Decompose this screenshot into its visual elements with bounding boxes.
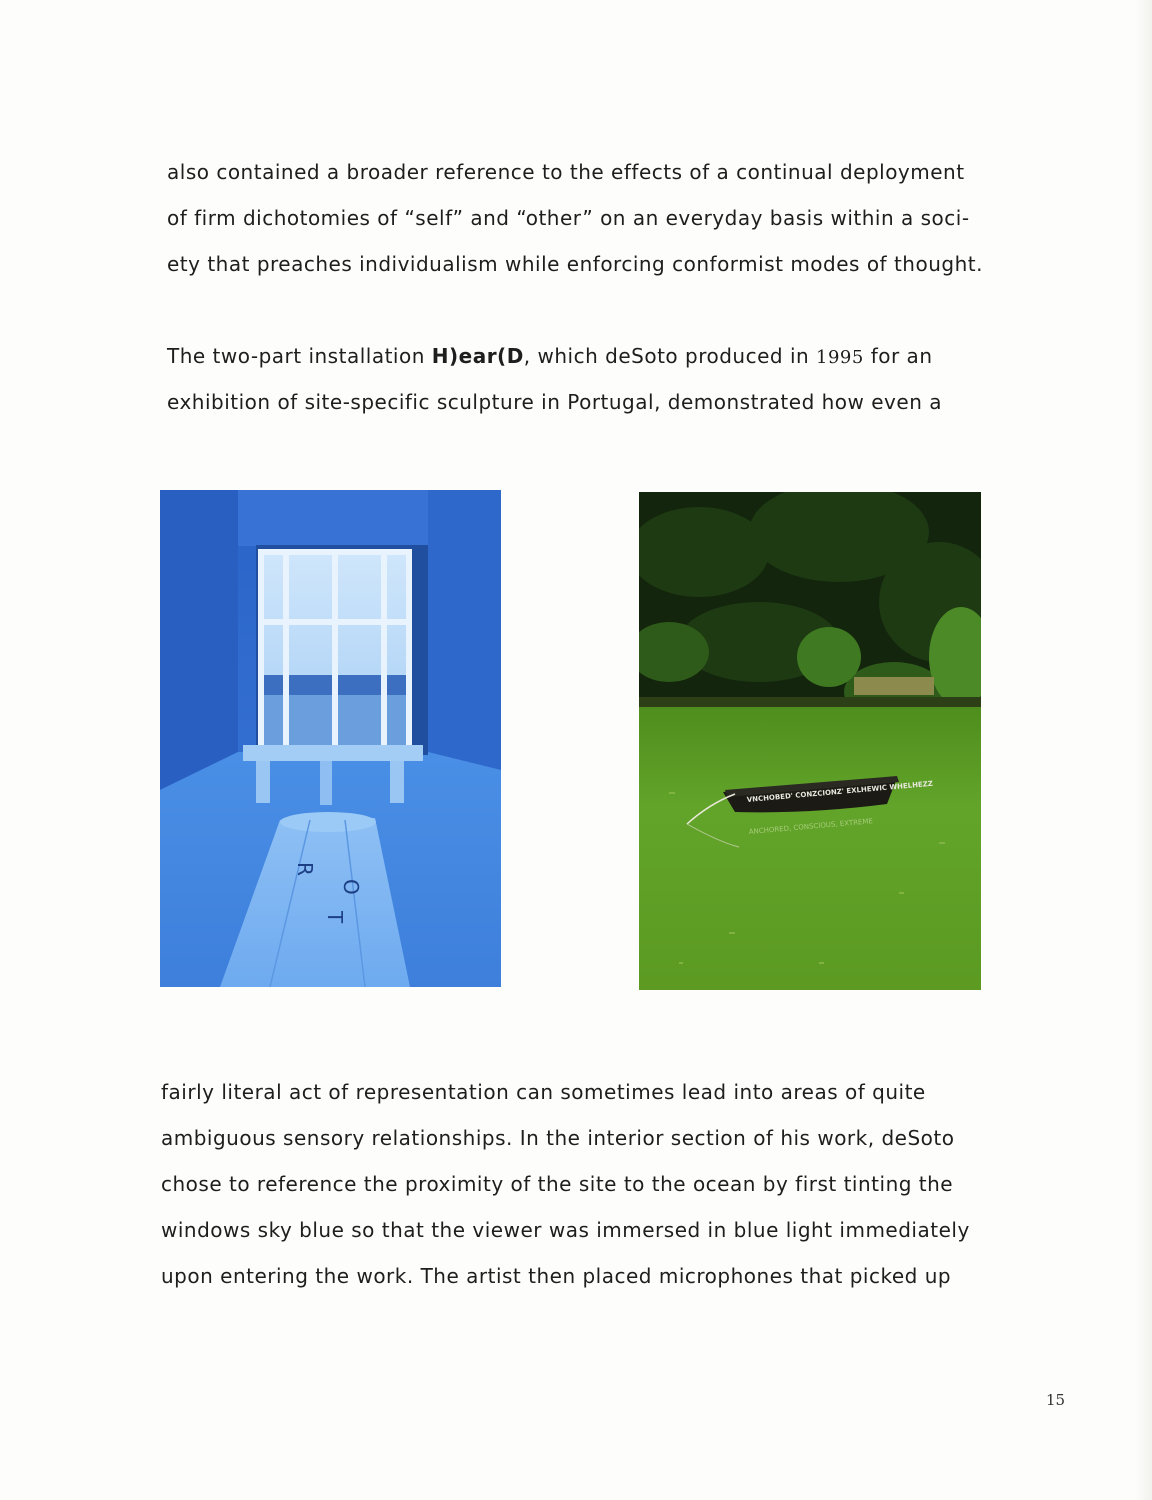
text-line: chose to reference the proximity of the site to the ocean by first tinting the [161,1172,954,1196]
text-line: also contained a broader reference to the effects of a continual deployment [167,160,965,184]
boat-text: VNCHOBED' CONZCIONZ' EXLHEWIC WHELHEZZ [746,779,934,804]
text-segment: , which deSoto produced in [523,344,817,368]
page-number: 15 [1046,1391,1066,1409]
text-line: ety that preaches individualism while enforcing conformist modes of thought. [167,252,983,276]
text-line [167,344,933,370]
work-title: H)ear(D [431,344,524,368]
text-segment: for an [863,344,933,368]
text-line: of firm dichotomies of “self” and “other” on an everyday basis within a soci- [167,206,970,230]
floor-letter: T [323,911,347,924]
page-edge [1136,0,1152,1500]
year: 1995 [816,347,864,368]
text-line: ambiguous sensory relationships. In the interior section of his work, deSoto [161,1126,955,1150]
text-line: fairly literal act of representation can sometimes lead into areas of quite [161,1080,926,1104]
text-segment: The two-part installation [167,344,432,368]
floor-letter: O [339,879,363,895]
pond-photo [639,492,981,990]
text-line: exhibition of site-specific sculpture in Portugal, demonstrated how even a [167,390,942,414]
boat-reflection-text: ANCHORED, CONSCIOUS, EXTREME [748,817,874,836]
floor-letter: R [293,862,317,876]
interior-photo [160,490,501,987]
text-line: windows sky blue so that the viewer was immersed in blue light immediately [161,1218,970,1242]
text-line: upon entering the work. The artist then placed microphones that picked up [161,1264,952,1288]
